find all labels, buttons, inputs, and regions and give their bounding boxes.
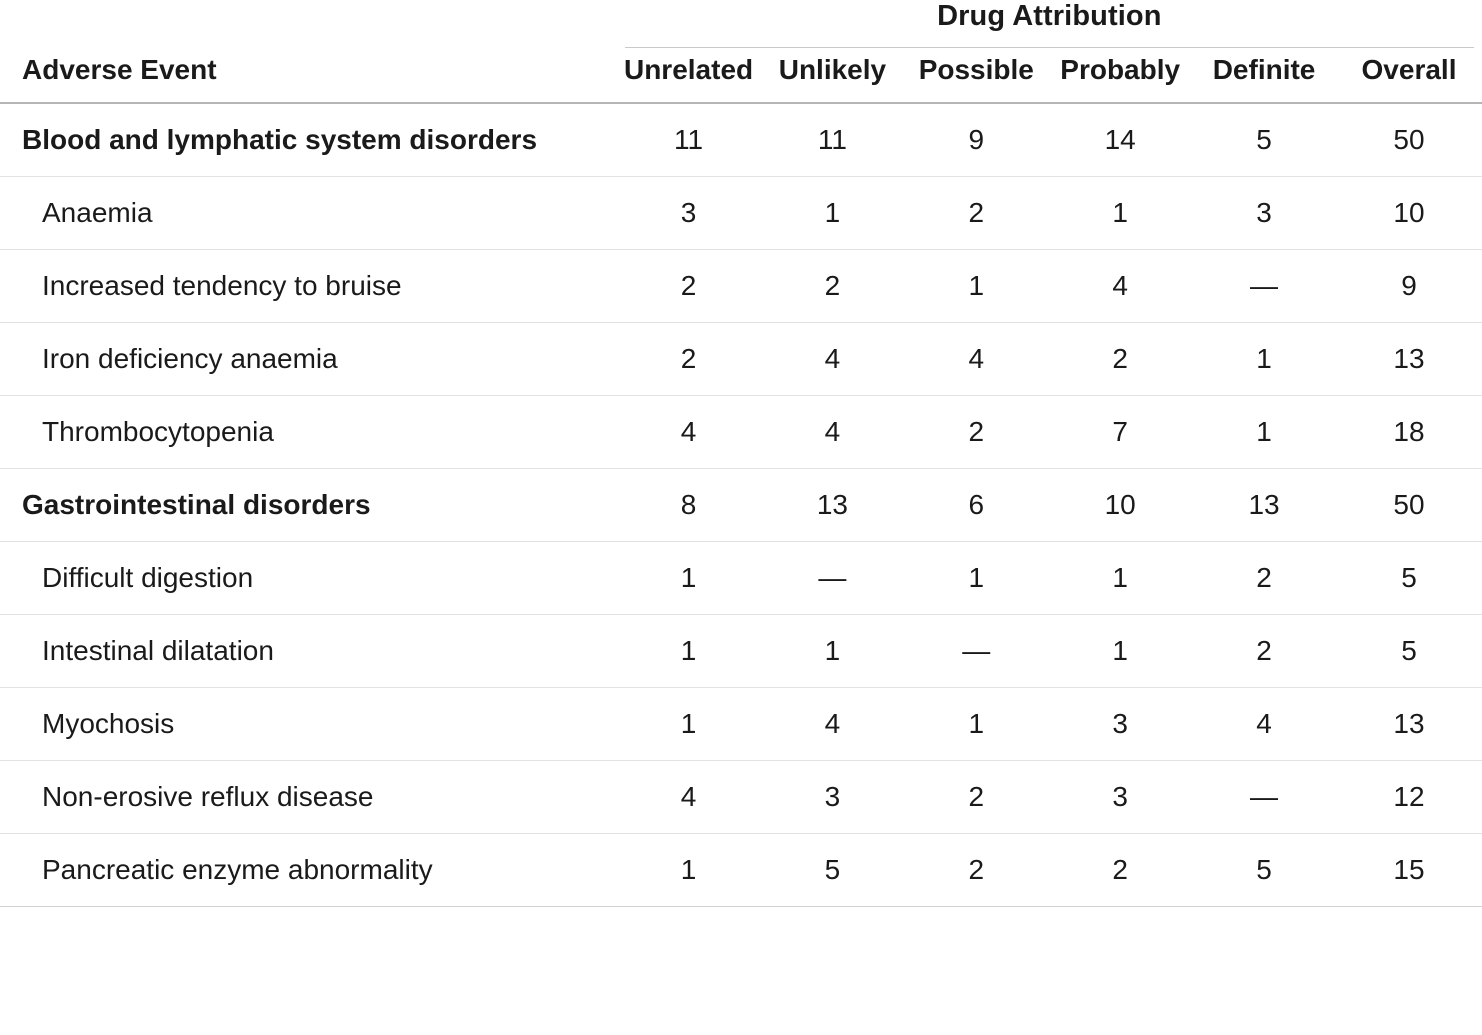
row-item-label: Myochosis — [0, 688, 617, 761]
row-cell: 1 — [760, 177, 904, 250]
row-cell: 2 — [1048, 834, 1192, 907]
row-cell: 2 — [1048, 323, 1192, 396]
row-cell: 6 — [904, 469, 1048, 542]
column-header-overall: Overall — [1336, 48, 1482, 103]
row-item-label: Increased tendency to bruise — [0, 250, 617, 323]
row-cell: 1 — [617, 688, 761, 761]
row-cell: 11 — [617, 103, 761, 177]
row-cell: 12 — [1336, 761, 1482, 834]
row-cell: 2 — [904, 761, 1048, 834]
row-cell: 4 — [617, 761, 761, 834]
row-cell: 2 — [1192, 542, 1336, 615]
table-row — [0, 469, 1482, 542]
table-header — [0, 0, 1482, 103]
row-item-label: Thrombocytopenia — [0, 396, 617, 469]
row-cell: 4 — [1192, 688, 1336, 761]
row-item-label: Anaemia — [0, 177, 617, 250]
row-item-label: Difficult digestion — [0, 542, 617, 615]
row-cell: — — [1192, 761, 1336, 834]
row-cell: 1 — [1048, 177, 1192, 250]
row-cell: 3 — [1192, 177, 1336, 250]
row-cell: 13 — [760, 469, 904, 542]
row-cell: 9 — [1336, 250, 1482, 323]
table-column-header-row — [0, 48, 1482, 103]
row-cell: — — [760, 542, 904, 615]
row-cell: 4 — [760, 396, 904, 469]
row-cell: 2 — [617, 250, 761, 323]
group-header-spacer — [0, 0, 617, 48]
table-group-header-row — [0, 0, 1482, 48]
column-header-probably: Probably — [1048, 48, 1192, 103]
row-item-label: Intestinal dilatation — [0, 615, 617, 688]
table-row — [0, 177, 1482, 250]
row-cell: 1 — [904, 688, 1048, 761]
row-cell: 5 — [1192, 834, 1336, 907]
row-cell: — — [904, 615, 1048, 688]
column-header-unlikely: Unlikely — [760, 48, 904, 103]
row-cell: 13 — [1192, 469, 1336, 542]
row-cell: 2 — [904, 834, 1048, 907]
table-row — [0, 688, 1482, 761]
table-row — [0, 761, 1482, 834]
row-cell: 4 — [760, 688, 904, 761]
column-header-definite: Definite — [1192, 48, 1336, 103]
row-cell: 1 — [1192, 323, 1336, 396]
row-cell: 3 — [760, 761, 904, 834]
row-cell: 1 — [617, 542, 761, 615]
row-cell: 8 — [617, 469, 761, 542]
row-cell: 1 — [760, 615, 904, 688]
row-cell: 1 — [1048, 615, 1192, 688]
column-header-unrelated: Unrelated — [617, 48, 761, 103]
row-cell: 1 — [1048, 542, 1192, 615]
row-cell: 13 — [1336, 323, 1482, 396]
row-cell: 4 — [760, 323, 904, 396]
row-cell: 11 — [760, 103, 904, 177]
row-cell: 5 — [760, 834, 904, 907]
column-header-possible: Possible — [904, 48, 1048, 103]
row-item-label: Pancreatic enzyme abnormality — [0, 834, 617, 907]
drug-attribution-label: Drug Attribution — [937, 0, 1162, 32]
row-cell: 18 — [1336, 396, 1482, 469]
row-cell: 4 — [1048, 250, 1192, 323]
row-cell: 1 — [904, 542, 1048, 615]
table-row — [0, 323, 1482, 396]
row-cell: 5 — [1192, 103, 1336, 177]
row-cell: 10 — [1336, 177, 1482, 250]
row-cell: 9 — [904, 103, 1048, 177]
table-row — [0, 615, 1482, 688]
row-cell: 13 — [1336, 688, 1482, 761]
table-row — [0, 542, 1482, 615]
row-cell: 3 — [617, 177, 761, 250]
row-cell: 2 — [760, 250, 904, 323]
row-cell: 1 — [1192, 396, 1336, 469]
row-cell: 4 — [617, 396, 761, 469]
table-body — [0, 103, 1482, 907]
row-cell: 5 — [1336, 615, 1482, 688]
row-cell: — — [1192, 250, 1336, 323]
row-item-label: Iron deficiency anaemia — [0, 323, 617, 396]
row-cell: 7 — [1048, 396, 1192, 469]
row-cell: 2 — [904, 396, 1048, 469]
row-cell: 15 — [1336, 834, 1482, 907]
row-item-label: Non-erosive reflux disease — [0, 761, 617, 834]
row-cell: 2 — [904, 177, 1048, 250]
row-cell: 14 — [1048, 103, 1192, 177]
row-cell: 10 — [1048, 469, 1192, 542]
row-cell: 50 — [1336, 469, 1482, 542]
row-group-label: Gastrointestinal disorders — [0, 469, 617, 542]
row-cell: 2 — [1192, 615, 1336, 688]
drug-attribution-header — [617, 0, 1482, 48]
row-cell: 2 — [617, 323, 761, 396]
row-cell: 1 — [617, 834, 761, 907]
row-cell: 1 — [904, 250, 1048, 323]
row-cell: 4 — [904, 323, 1048, 396]
table-row — [0, 834, 1482, 907]
row-cell: 3 — [1048, 761, 1192, 834]
row-cell: 3 — [1048, 688, 1192, 761]
column-header-adverse-event: Adverse Event — [0, 48, 617, 103]
row-cell: 5 — [1336, 542, 1482, 615]
row-group-label: Blood and lymphatic system disorders — [0, 103, 617, 177]
row-cell: 1 — [617, 615, 761, 688]
table-row — [0, 396, 1482, 469]
table-row — [0, 103, 1482, 177]
table-row — [0, 250, 1482, 323]
row-cell: 50 — [1336, 103, 1482, 177]
